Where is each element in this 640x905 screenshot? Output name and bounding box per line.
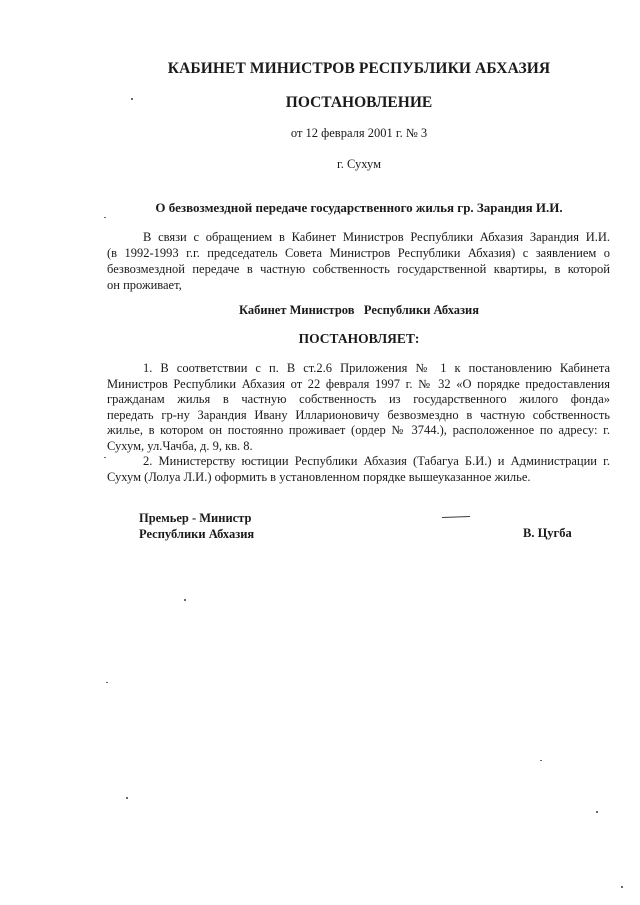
item-line: Сухум, ул.Чачба, д. 9, кв. 8.	[107, 438, 253, 453]
signature-mark	[442, 516, 470, 518]
decree-items	[107, 361, 610, 485]
signatory-title-line: Премьер - Министр	[139, 511, 252, 525]
item-line: гражданам жилья в частную собственность из государственного жилого фонда»	[107, 392, 610, 406]
document-date: от 12 февраля 2001 г. № 3	[290, 126, 428, 140]
intro-line: В связи с обращением в Кабинет Министров Республики Абхазия Зарандия И.И.	[143, 230, 610, 244]
item-line: передать гр-ну Зарандия Ивану Илларионовичу безвозмездно в частную собственность	[107, 407, 610, 422]
organization-title: КАБИНЕТ МИНИСТРОВ РЕСПУБЛИКИ АБХАЗИЯ	[167, 60, 551, 77]
item-line: 1. В соответствии с п. В ст.2.6 Приложения № 1 к постановлению Кабинета	[143, 361, 610, 375]
intro-line: он проживает,	[107, 278, 182, 292]
scan-speck	[184, 599, 186, 601]
scan-speck	[621, 886, 623, 888]
scan-speck	[540, 760, 542, 761]
item-line: 2. Министерству юстиции Республики Абхазия (Табагуа Б.И.) и Администрации г.	[143, 454, 610, 468]
intro-line: безвозмездной передаче в частную собственность государственной квартиры, в которой	[107, 262, 610, 276]
scan-speck	[126, 797, 128, 799]
signatory-name: В. Цугба	[523, 526, 572, 540]
scan-speck	[106, 682, 108, 683]
item-line: жилье, в котором он постоянно проживает (ордер № 3744.), расположенное по адресу: г.	[107, 423, 610, 437]
signatory-title-line: Республики Абхазия	[139, 526, 255, 541]
document-type: ПОСТАНОВЛЕНИЕ	[285, 94, 433, 111]
scan-speck	[104, 217, 106, 218]
document-subject: О безвозмездной передаче государственного жилья гр. Зарандия И.И.	[155, 200, 563, 215]
signatory-title	[139, 511, 254, 542]
scan-speck	[596, 811, 598, 813]
cabinet-line: Кабинет Министров Республики Абхазия	[238, 303, 480, 317]
decree-item-1	[107, 361, 610, 454]
document-city: г. Сухум	[336, 157, 381, 171]
intro-line: (в 1992-1993 г.г. председатель Совета Министров Республики Абхазия) с заявлением о	[107, 246, 610, 260]
decrees-heading: ПОСТАНОВЛЯЕТ:	[298, 331, 420, 346]
scan-speck	[104, 457, 106, 458]
scan-speck	[131, 98, 133, 100]
item-line: Сухум (Лолуа Л.И.) оформить в установленном порядке вышеуказанное жилье.	[107, 469, 531, 484]
intro-paragraph	[107, 229, 610, 293]
decree-item-2	[107, 454, 610, 485]
item-line: Министров Республики Абхазия от 22 февраля 1997 г. № 32 «О порядке предоставления	[107, 376, 610, 391]
